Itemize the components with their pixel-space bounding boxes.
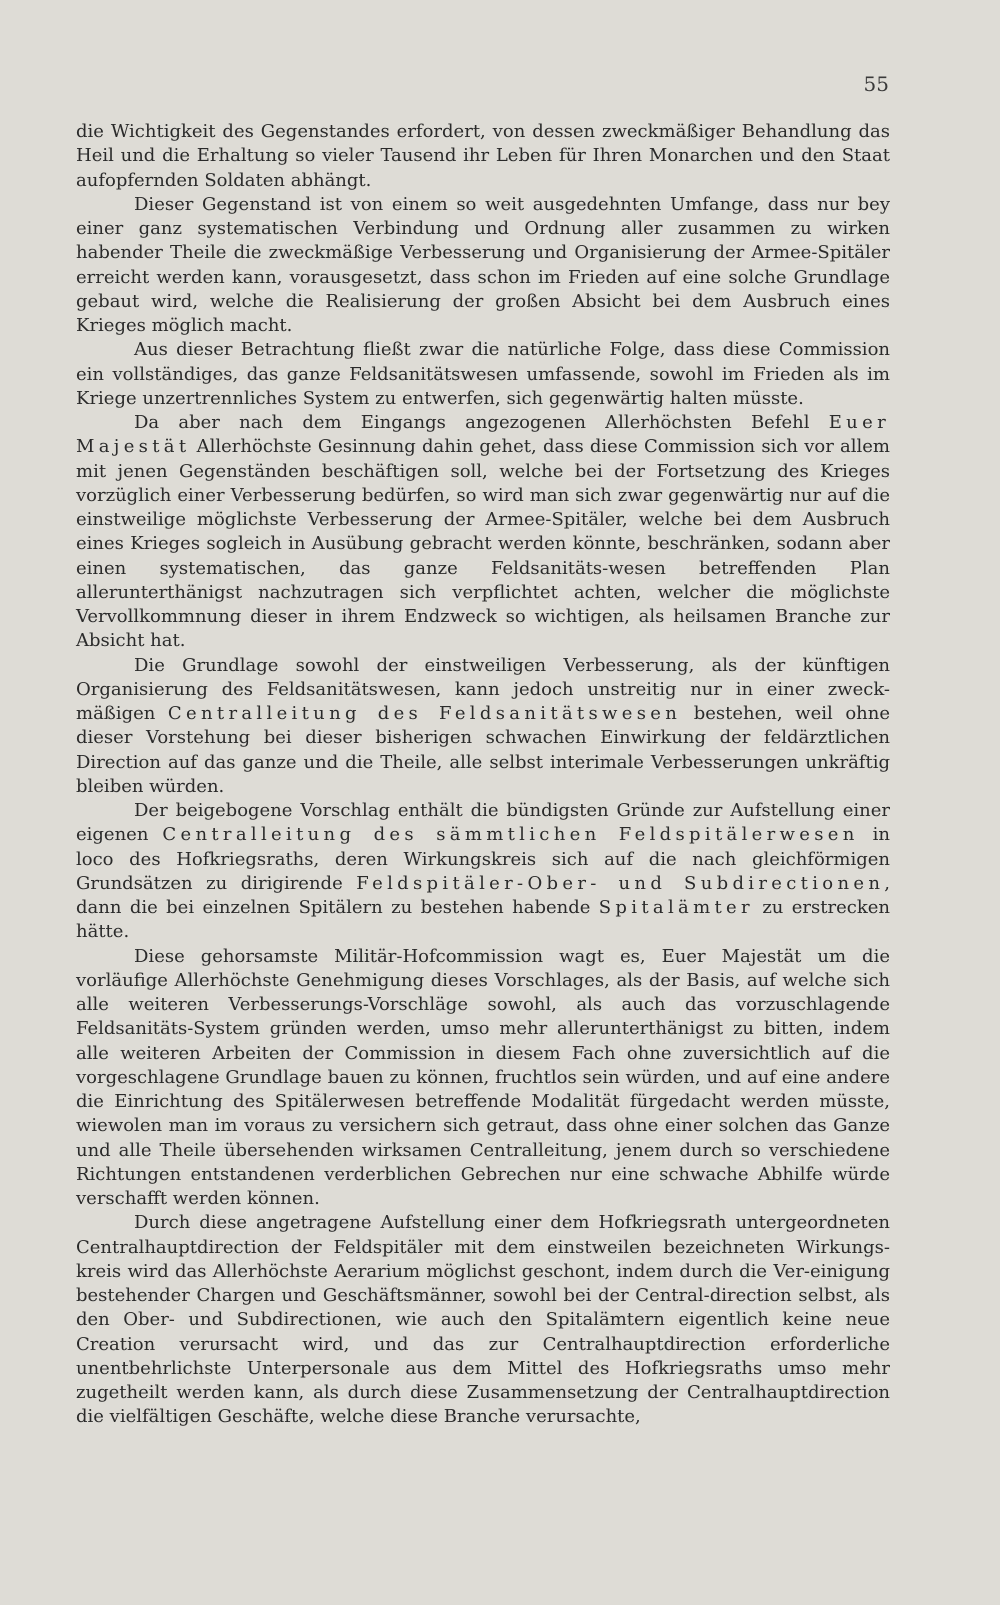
- text-segment: , dann die bei einzelnen Spitälern zu bestehen habende: [76, 872, 890, 918]
- spaced-emphasis-text: Euer Majestät: [76, 412, 890, 458]
- text-segment: Da aber nach dem Eingangs angezogenen Allerhöchsten Befehl: [134, 412, 829, 433]
- text-segment: Diese gehorsamste Militär-Hofcommission wagt es, Euer Majestät um die vorläufige Allerhöchste Genehmigung dieses Vorschlages, als der Basis, auf welche sich alle weiteren Verbesserungs-Vorschläge sowohl, als auch das vorzuschlagende Feldsanitäts-System gründen werden, umso mehr allerunterthänigst zu bitten, indem alle weiteren Arbeiten der Commission in diesem Fach ohne zuversichtlich auf die vorgeschlagene Grundlage bauen zu können, fruchtlos sein würden, und auf eine andere die Einrichtung des Spitälerwesen betreffende Modalität fürgedacht werden müsste, wiewolen man im voraus zu versichern sich getraut, dass ohne einer solchen das Ganze und alle Theile übersehenden wirksamen Centralleitung, jenem durch so verschiedene Richtungen entstandenen verderblichen Gebrechen nur eine schwache Abhilfe würde verschafft werden können.: [76, 945, 890, 1209]
- text-segment: Aus dieser Betrachtung fließt zwar die natürliche Folge, dass diese Commission ein vollständiges, das ganze Feldsanitätswesen umfassende, sowohl im Frieden als im Kriege unzertrennliches System zu entwerfen, sich gegenwärtig halten müsste.: [76, 339, 890, 409]
- body-text: [76, 120, 890, 1430]
- text-segment: Dieser Gegenstand ist von einem so weit ausgedehnten Umfange, dass nur bey einer ganz systematischen Verbindung und Ordnung aller zusammen zu wirken habender Theile die zweckmäßige Verbesserung und Organisierung der Armee-Spitäler erreicht werden kann, vorausgesetzt, dass schon im Frieden auf eine solche Grundlage gebaut wird, welche die Realisierung der großen Absicht bei dem Ausbruch eines Krieges möglich macht.: [76, 193, 890, 336]
- text-segment: Durch diese angetragene Aufstellung einer dem Hofkriegsrath untergeordneten Centralhauptdirection der Feldspitäler mit dem einstweilen bezeichneten Wirkungs-kreis wird das Allerhöchste Aerarium möglichst geschont, indem durch die Ver-einigung bestehender Chargen und Geschäftsmänner, sowohl bei der Central-direction selbst, als den Ober- und Subdirectionen, wie auch den Spitalämtern eigentlich keine neue Creation verursacht wird, und das zur Centralhauptdirection erforderliche unentbehrlichste Unterpersonale aus dem Mittel des Hofkriegsraths umso mehr zugetheilt werden kann, als durch diese Zusammensetzung der Centralhauptdirection die vielfältigen Geschäfte, welche diese Branche verursachte,: [76, 1212, 890, 1428]
- text-segment: Der beigebogene Vorschlag enthält die bündigsten Gründe zur Aufstellung einer eigenen: [76, 800, 890, 846]
- spaced-emphasis-text: Centralleitung des sämmtlichen Feldspitälerwesen: [162, 824, 859, 846]
- spaced-emphasis-text: Spitalämter: [598, 897, 754, 918]
- spaced-emphasis-text: Centralleitung des Feldsanitätswesen: [167, 703, 682, 724]
- text-segment: Die Grundlage sowohl der einstweiligen Verbesserung, als der künftigen Organisierung des Feldsanitätswesen, kann jedoch unstreitig nur in einer zweck-mäßigen: [76, 654, 890, 724]
- text-segment: die Wichtigkeit des Gegenstandes erfordert, von dessen zweckmäßiger Behandlung das Heil und die Erhaltung so vieler Tausend ihr Leben für Ihren Monarchen und den Staat aufopfernden Soldaten abhängt.: [76, 121, 890, 191]
- paragraph: [76, 654, 890, 800]
- paragraph: [76, 1211, 890, 1429]
- text-segment: in loco des Hofkriegsraths, deren Wirkungskreis sich auf die nach gleichförmigen Grundsätzen zu dirigirende: [76, 824, 890, 894]
- text-segment: Allerhöchste Gesinnung dahin gehet, dass diese Commission sich vor allem mit jenen Gegenständen beschäftigen soll, welche bei der Fortsetzung des Krieges vorzüglich einer Verbesserung bedürfen, so wird man sich zwar gegenwärtig nur auf die einstweilige möglichste Verbesserung der Armee-Spitäler, welche bei dem Ausbruch eines Krieges sogleich in Ausübung gebracht werden könnte, beschränken, sodann aber einen systematischen, das ganze Feldsanitäts-wesen betreffenden Plan allerunterthänigst nachzutragen sich verpflichtet achten, welcher die möglichste Vervollkommnung dieser in ihrem Endzweck so wichtigen, als heilsamen Branche zur Absicht hat.: [76, 436, 890, 652]
- paragraph: [76, 338, 890, 411]
- paragraph: [76, 411, 890, 654]
- page-number: 55: [863, 72, 889, 96]
- spaced-emphasis-text: Feldspitäler-Ober- und Subdirectionen: [356, 872, 885, 894]
- text-segment: zu erstrecken hätte.: [76, 897, 890, 943]
- paragraph: [76, 120, 890, 193]
- text-segment: bestehen, weil ohne dieser Vorstehung bei dieser bisherigen schwachen Einwirkung der feldärztlichen Direction auf das ganze und die Theile, alle selbst interimale Verbesserungen unkräftig bleiben würden.: [76, 703, 890, 797]
- paragraph: [76, 193, 890, 339]
- paragraph: [76, 945, 890, 1212]
- paragraph: [76, 799, 890, 945]
